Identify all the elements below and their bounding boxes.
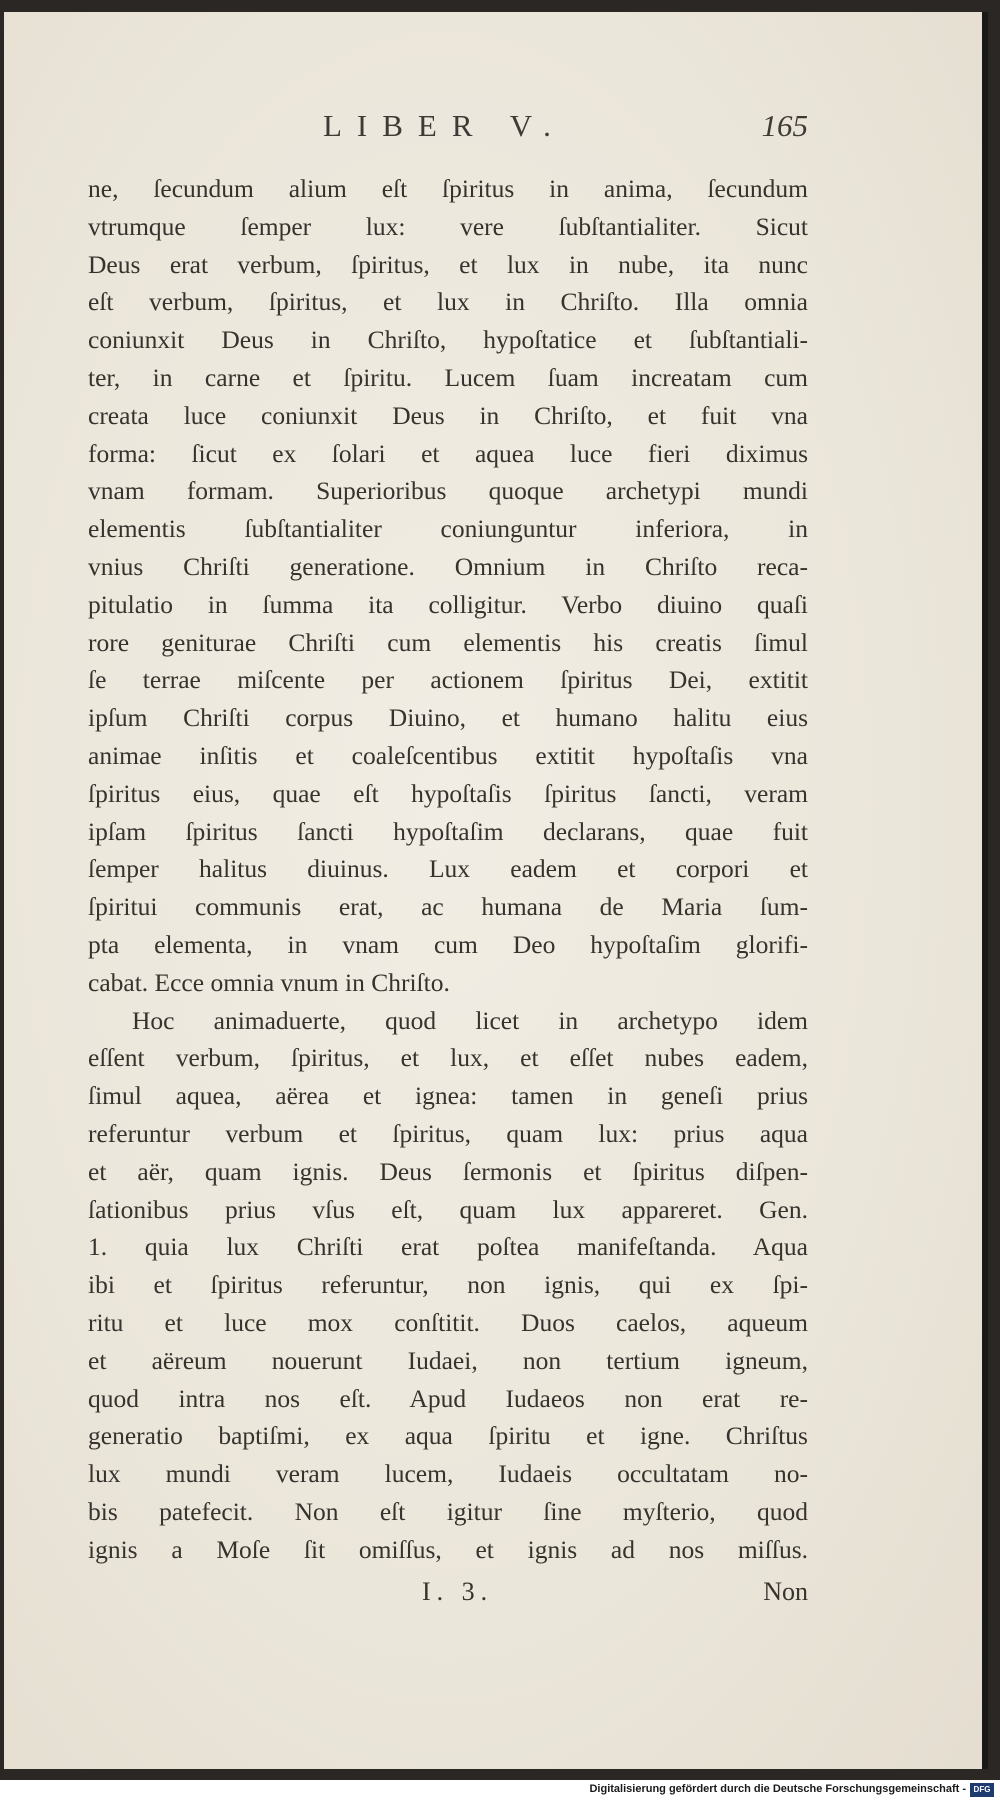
text-line: pitulatio in ſumma ita colligitur. Verbo diuino quaſi	[88, 589, 808, 619]
text-line: ſimul aquea, aërea et ignea: tamen in geneſi prius	[88, 1081, 808, 1111]
credit-text: Digitalisierung gefördert durch die Deutsche Forschungsgemeinschaft -	[589, 1783, 966, 1795]
page-header	[88, 108, 808, 152]
text-line: lux mundi veram lucem, Iudaeis occultatam no-	[88, 1459, 808, 1489]
text-line: referuntur verbum et ſpiritus, quam lux: prius aqua	[88, 1118, 808, 1148]
text-line: vtrumque ſemper lux: vere ſubſtantialiter. Sicut	[88, 211, 808, 241]
text-line: ſpiritus eius, quae eſt hypoſtaſis ſpiritus ſancti, veram	[88, 778, 808, 808]
text-line: eſt verbum, ſpiritus, et lux in Chriſto. Illa omnia	[88, 287, 808, 317]
text-line: quod intra nos eſt. Apud Iudaeos non erat re-	[88, 1383, 808, 1413]
text-line: et aëreum nouerunt Iudaei, non tertium igneum,	[88, 1345, 808, 1375]
text-line: bis patefecit. Non eſt igitur ſine myſterio, quod	[88, 1496, 808, 1526]
text-line: 1. quia lux Chriſti erat poſtea manifeſtanda. Aqua	[88, 1232, 808, 1262]
text-line: ne, ſecundum alium eſt ſpiritus in anima, ſecundum	[88, 174, 808, 203]
text-line: vnam formam. Superioribus quoque archetypi mundi	[88, 476, 808, 506]
text-line: pta elementa, in vnam cum Deo hypoſtaſim glorifi-	[88, 929, 808, 959]
text-line: generatio baptiſmi, ex aqua ſpiritu et igne. Chriſtus	[88, 1421, 808, 1451]
dfg-logo-icon: DFG	[970, 1783, 994, 1797]
page-footer	[88, 1577, 808, 1617]
page-number: 165	[761, 108, 808, 143]
text-line: ſemper halitus diuinus. Lux eadem et corpori et	[88, 854, 808, 884]
text-line: coniunxit Deus in Chriſto, hypoſtatice et ſubſtantiali-	[88, 325, 808, 355]
text-line: cabat. Ecce omnia vnum in Chriſto.	[88, 967, 450, 997]
text-line: ſationibus prius vſus eſt, quam lux appareret. Gen.	[88, 1194, 808, 1224]
text-line: ter, in carne et ſpiritu. Lucem ſuam increatam cum	[88, 362, 808, 392]
text-line: animae inſitis et coaleſcentibus extitit hypoſtaſis vna	[88, 740, 808, 770]
text-line: ipſum Chriſti corpus Diuino, et humano halitu eius	[88, 703, 808, 733]
text-line: et aër, quam ignis. Deus ſermonis et ſpiritus diſpen-	[88, 1156, 808, 1186]
text-line: ſpiritui communis erat, ac humana de Maria ſum-	[88, 892, 808, 922]
text-line: eſſent verbum, ſpiritus, et lux, et eſſet nubes eadem,	[88, 1043, 808, 1073]
text-line: ignis a Moſe ſit omiſſus, et ignis ad nos miſſus.	[88, 1534, 808, 1564]
credit-bar	[0, 1780, 1000, 1803]
text-line: vnius Chriſti generatione. Omnium in Chriſto reca-	[88, 551, 808, 581]
body-text	[88, 170, 808, 1568]
text-line: ſe terrae miſcente per actionem ſpiritus Dei, extitit	[88, 665, 808, 695]
text-line: ibi et ſpiritus referuntur, non ignis, qui ex ſpi-	[88, 1270, 808, 1300]
catchword: Non	[763, 1577, 808, 1606]
text-line: Hoc animaduerte, quod licet in archetypo idem	[132, 1005, 808, 1035]
text-line: forma: ſicut ex ſolari et aquea luce fieri diximus	[88, 438, 808, 468]
text-line: creata luce coniunxit Deus in Chriſto, et fuit vna	[88, 400, 808, 430]
text-line: Deus erat verbum, ſpiritus, et lux in nube, ita nunc	[88, 249, 808, 279]
text-line: rore geniturae Chriſti cum elementis his creatis ſimul	[88, 627, 808, 657]
text-line: ipſam ſpiritus ſancti hypoſtaſim declarans, quae fuit	[88, 816, 808, 846]
running-title: LIBER V.	[323, 108, 566, 143]
text-line: elementis ſubſtantialiter coniunguntur inferiora, in	[88, 514, 808, 544]
text-line: ritu et luce mox conſtitit. Duos caelos, aqueum	[88, 1307, 808, 1337]
signature-mark: I. 3.	[422, 1577, 494, 1606]
